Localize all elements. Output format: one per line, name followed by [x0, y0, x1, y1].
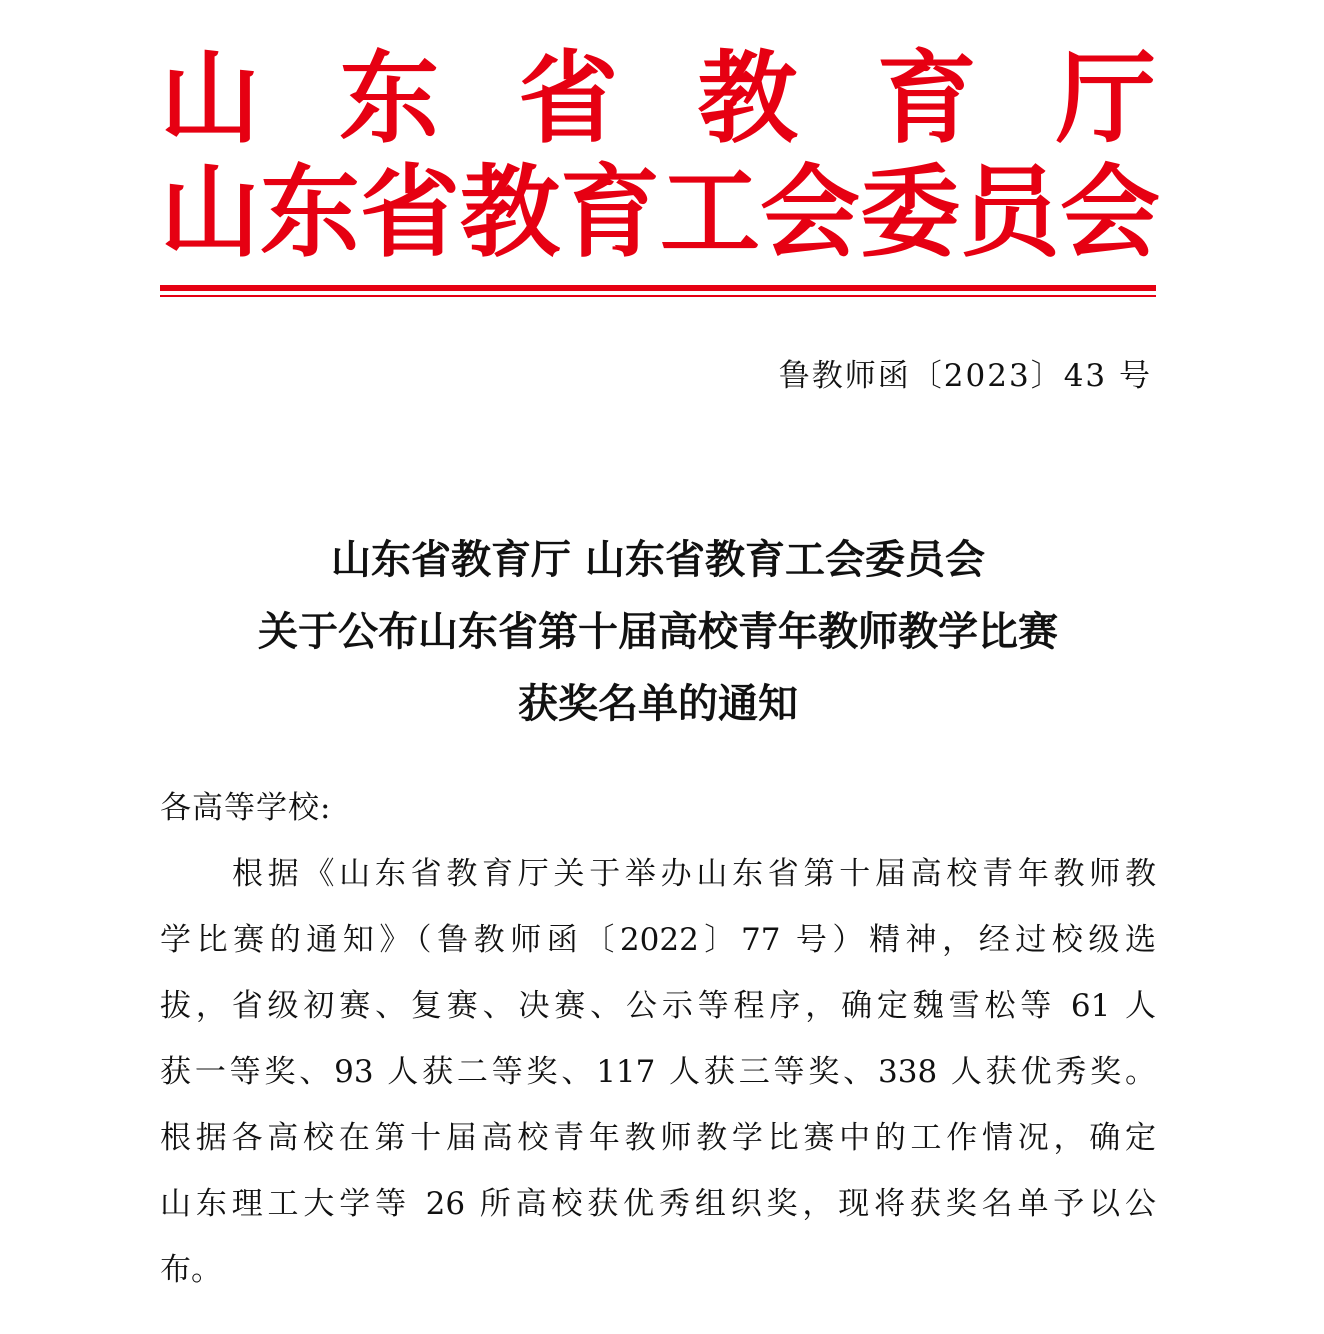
document-title-line-2: 关于公布山东省第十届高校青年教师教学比赛: [258, 608, 1058, 655]
document-number: 鲁教师函〔2023〕43 号: [778, 358, 1152, 394]
document-title-line-1: 山东省教育厅 山东省教育工会委员会: [331, 536, 985, 583]
letterhead-char: 省: [360, 153, 460, 271]
letterhead-red-rule-thick: [160, 285, 1156, 291]
letterhead-char: 教: [697, 39, 798, 157]
body-text-line: 拔，省级初赛、复赛、决赛、公示等程序，确定魏雪松等 61 人: [160, 988, 1156, 1024]
body-text-line: 根据各高校在第十届高校青年教师教学比赛中的工作情况，确定: [160, 1120, 1156, 1156]
letterhead-char: 教: [460, 153, 560, 271]
body-text-line: 布。: [160, 1252, 222, 1288]
letterhead-char: 员: [960, 153, 1060, 271]
body-text-line: 山东理工大学等 26 所高校获优秀组织奖，现将获奖名单予以公: [160, 1186, 1156, 1222]
letterhead-char: 育: [876, 39, 977, 157]
letterhead-char: 东: [260, 153, 360, 271]
letterhead-char: 山: [160, 153, 260, 271]
letterhead-char: 山: [160, 39, 260, 157]
body-text-line: 学比赛的通知》（鲁教师函〔2022〕77 号）精神，经过校级选: [160, 922, 1156, 958]
letterhead-char: 会: [1060, 153, 1160, 271]
salutation: 各高等学校:: [160, 790, 332, 826]
letterhead-education-department: [160, 39, 1156, 157]
letterhead-char: 会: [760, 153, 860, 271]
body-text-line: 根据《山东省教育厅关于举办山东省第十届高校青年教师教: [232, 856, 1156, 892]
letterhead-char: 工: [660, 153, 760, 271]
letterhead-education-union: [160, 153, 1160, 271]
letterhead-char: 委: [860, 153, 960, 271]
letterhead-char: 省: [518, 39, 619, 157]
body-text-line: 获一等奖、93 人获二等奖、117 人获三等奖、338 人获优秀奖。: [160, 1054, 1156, 1090]
letterhead-char: 东: [339, 39, 440, 157]
letterhead-red-rule-thin: [160, 295, 1156, 297]
document-title-line-3: 获奖名单的通知: [518, 680, 798, 727]
letterhead-char: 育: [560, 153, 660, 271]
letterhead-char: 厅: [1055, 39, 1156, 157]
